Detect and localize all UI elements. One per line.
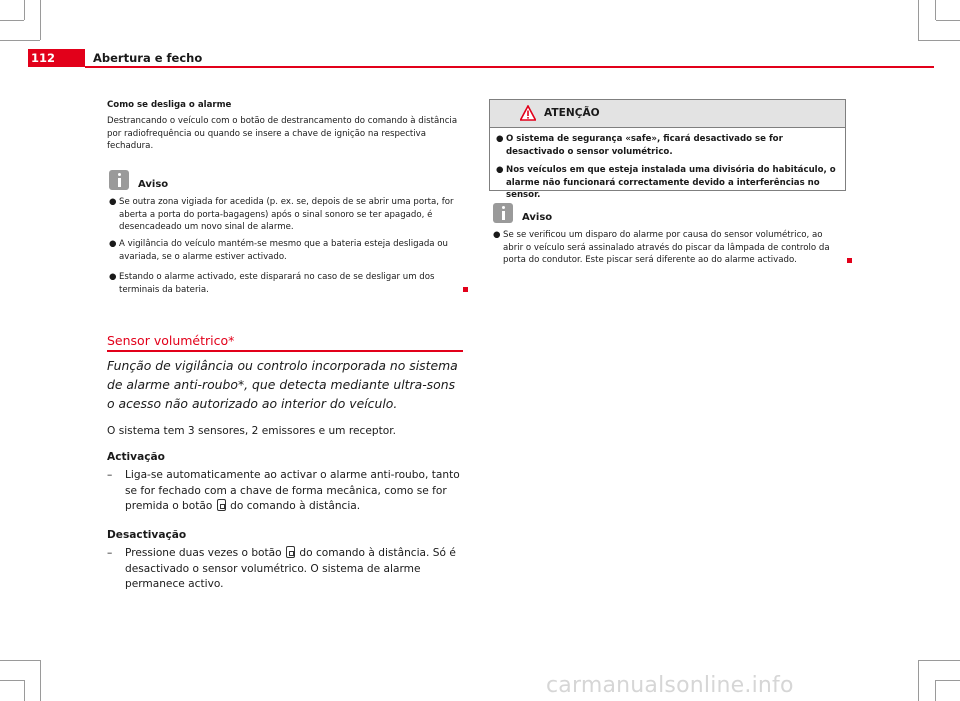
warning-icon bbox=[520, 105, 536, 121]
lock-key-icon bbox=[217, 499, 226, 511]
note-bullet bbox=[109, 196, 464, 234]
crop-mark bbox=[918, 660, 919, 701]
crop-mark bbox=[24, 0, 25, 20]
crop-mark bbox=[0, 660, 40, 661]
section-rule bbox=[107, 350, 463, 352]
warning-box bbox=[489, 99, 846, 201]
info-icon bbox=[493, 203, 513, 223]
crop-mark bbox=[0, 40, 40, 41]
note-bullet-text: A vigilância do veículo mantém-se mesmo que a bateria esteja desligada ou avariada, se o alarme estiver activado. bbox=[119, 239, 448, 262]
lock-key-icon bbox=[286, 546, 295, 558]
note-bullet-text: Se se verificou um disparo do alarme por causa do sensor volumétrico, ao abrir o veículo será assinalado através do piscar da lâmpada de controlo da porta do condutor. Este piscar será diferente ao do alarme activado. bbox=[503, 230, 830, 266]
warning-bullet bbox=[496, 133, 841, 158]
watermark: carmanualsonline.info bbox=[546, 673, 794, 698]
dash-icon: – bbox=[107, 547, 113, 559]
crop-mark bbox=[40, 0, 41, 40]
crop-mark bbox=[918, 660, 960, 661]
bullet-icon: ● bbox=[493, 230, 501, 240]
warning-bullet-text: Nos veículos em que esteja instalada uma divisória do habitáculo, o alarme não funcionará correctamente devido a interferências no sensor. bbox=[506, 165, 836, 201]
crop-mark bbox=[935, 0, 936, 20]
note-bullet bbox=[109, 271, 464, 296]
intro-text: O sistema tem 3 sensores, 2 emissores e um receptor. bbox=[107, 425, 396, 437]
crop-mark bbox=[935, 680, 936, 701]
header-rule bbox=[85, 66, 934, 68]
alarm-off-text: Destrancando o veículo com o botão de destrancamento do comando à distância por radiofrequência ou quando se insere a chave de ignição na respectiva fechadura. bbox=[107, 116, 458, 152]
deactivation-text-end: do comando à distância. Só é desactivado o sensor volumétrico. O sistema de alarme permanece activo. bbox=[125, 547, 456, 590]
activation-text-end: do comando à distância. bbox=[230, 500, 361, 512]
alarm-off-heading: Como se desliga o alarme bbox=[107, 100, 232, 110]
crop-mark bbox=[0, 680, 24, 681]
info-icon bbox=[109, 170, 129, 190]
bullet-icon: ● bbox=[109, 239, 117, 249]
note-bullet-text: Se outra zona vigiada for acedida (p. ex. se, depois de se abrir uma porta, for aberta a porta do porta-bagagens) após o sinal sonoro se ter apagado, é desencadeado um novo sinal de alarme. bbox=[119, 197, 454, 233]
crop-mark bbox=[936, 680, 960, 681]
note-label: Aviso bbox=[522, 212, 553, 223]
header-title: Abertura e fecho bbox=[93, 51, 203, 65]
activation-item bbox=[107, 468, 465, 515]
warning-bullet bbox=[496, 164, 841, 202]
deactivation-text: Pressione duas vezes o botão bbox=[125, 547, 282, 559]
note-bullet bbox=[493, 229, 845, 267]
warning-label: ATENÇÃO bbox=[544, 107, 600, 119]
bullet-icon: ● bbox=[109, 197, 117, 207]
note-label: Aviso bbox=[138, 179, 169, 190]
end-mark bbox=[847, 258, 852, 263]
note-bullet bbox=[109, 238, 464, 263]
section-lead: Função de vigilância ou controlo incorporada no sistema de alarme anti-roubo*, que detecta mediante ultra-sons o acesso não autorizado ao interior do veículo. bbox=[107, 358, 458, 411]
bullet-icon: ● bbox=[109, 272, 117, 282]
note-bullet-text: Estando o alarme activado, este disparará no caso de se desligar um dos terminais da bateria. bbox=[119, 272, 435, 295]
crop-mark bbox=[918, 0, 919, 40]
crop-mark bbox=[24, 680, 25, 701]
dash-icon: – bbox=[107, 469, 113, 481]
activation-text: Liga-se automaticamente ao activar o alarme anti-roubo, tanto se for fechado com a chave de forma mecânica, como se for premida o botão bbox=[125, 469, 460, 512]
crop-mark bbox=[918, 40, 960, 41]
crop-mark bbox=[0, 20, 24, 21]
end-mark bbox=[463, 287, 468, 292]
section-title: Sensor volumétrico* bbox=[107, 333, 235, 348]
activation-heading: Activação bbox=[107, 451, 165, 463]
page-number: 112 bbox=[28, 49, 85, 67]
bullet-icon: ● bbox=[496, 134, 504, 144]
bullet-icon: ● bbox=[496, 165, 504, 175]
deactivation-item bbox=[107, 546, 465, 593]
warning-bullet-text: O sistema de segurança «safe», ficará desactivado se for desactivado o sensor volumétrico. bbox=[506, 134, 783, 157]
warning-header bbox=[490, 100, 845, 128]
deactivation-heading: Desactivação bbox=[107, 529, 187, 541]
crop-mark bbox=[40, 660, 41, 701]
crop-mark bbox=[936, 20, 960, 21]
